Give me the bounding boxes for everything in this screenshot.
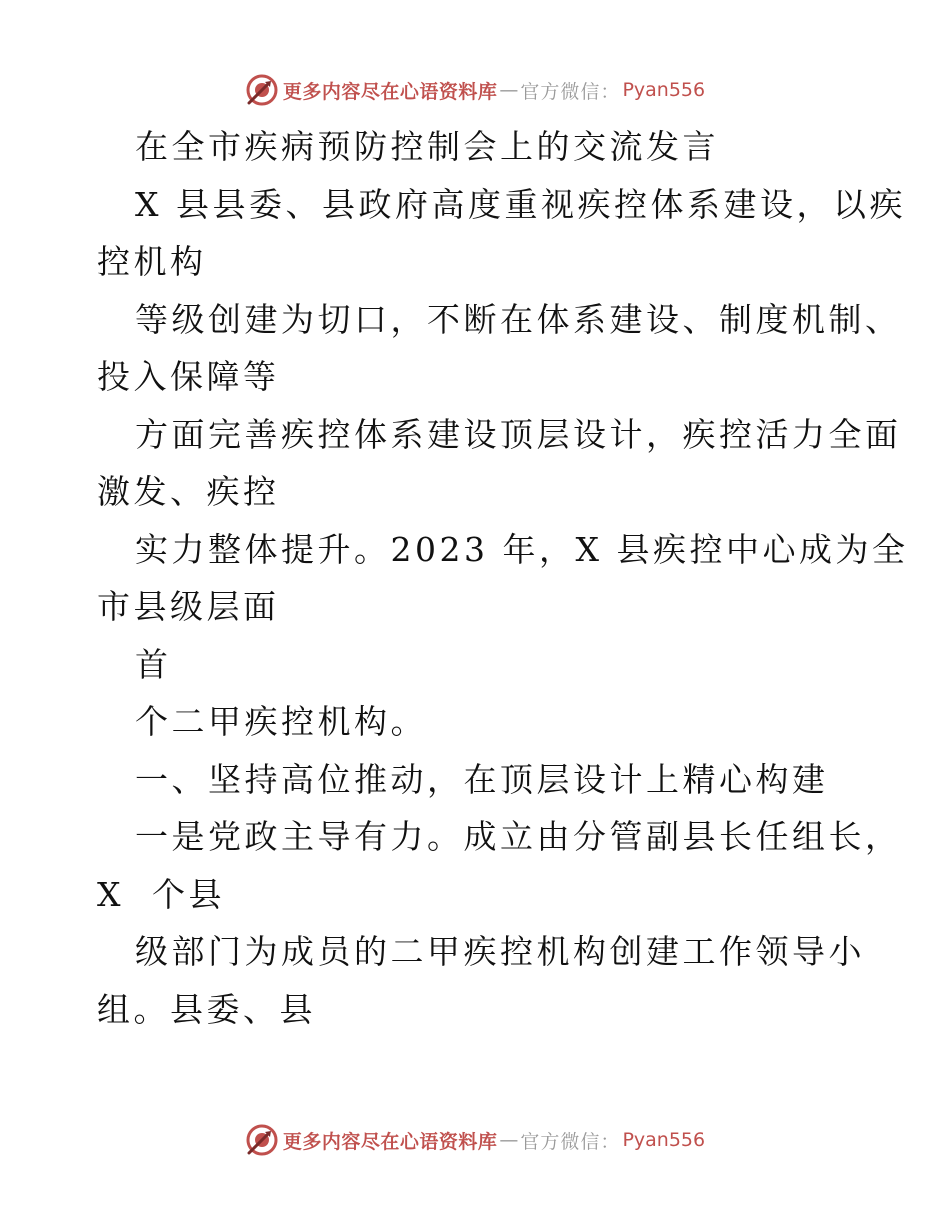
section-heading: 一、坚持高位推动，在顶层设计上精心构建 (135, 759, 829, 799)
document-line: 级部门为成员的二甲疾控机构创建工作领导小 (135, 932, 865, 971)
document-line: X 个县 (97, 874, 225, 914)
footer-watermark-banner (0, 1120, 950, 1160)
document-line: 实力整体提升。2023 年，X 县疾控中心成为全 (135, 529, 909, 569)
document-line: 控机构 (97, 242, 207, 281)
document-line: 方面完善疾控体系建设顶层设计，疾控活力全面 (135, 414, 902, 454)
document-title: 在全市疾病预防控制会上的交流发言 (135, 127, 719, 166)
document-line: 投入保障等 (97, 357, 280, 396)
footer-separator: — (499, 1129, 519, 1151)
header-promo-text: 更多内容尽在心语资料库 (282, 80, 498, 103)
document-line: 首 (135, 644, 172, 684)
footer-official-label: 官方微信： (520, 1130, 621, 1153)
document-line: 一是党政主导有力。成立由分管副县长任组长， (135, 817, 902, 856)
footer-wechat-id: Pyan556 (622, 1129, 706, 1151)
document-line: 组。县委、县 (97, 989, 316, 1029)
footer-promo-text: 更多内容尽在心语资料库 (282, 1130, 498, 1153)
header-watermark-banner (0, 70, 950, 110)
document-line: 个二甲疾控机构。 (135, 702, 427, 741)
header-official-label: 官方微信： (520, 80, 621, 103)
brand-logo-icon (245, 1123, 279, 1157)
document-line: 市县级层面 (97, 587, 280, 626)
document-line: 激发、疾控 (97, 472, 280, 511)
document-body (97, 118, 909, 1038)
document-line: X 县县委、县政府高度重视疾控体系建设，以疾 (135, 184, 906, 224)
document-line: 等级创建为切口，不断在体系建设、制度机制、 (135, 299, 902, 339)
header-separator: — (499, 79, 519, 101)
header-wechat-id: Pyan556 (622, 79, 706, 101)
brand-logo-icon (245, 73, 279, 107)
